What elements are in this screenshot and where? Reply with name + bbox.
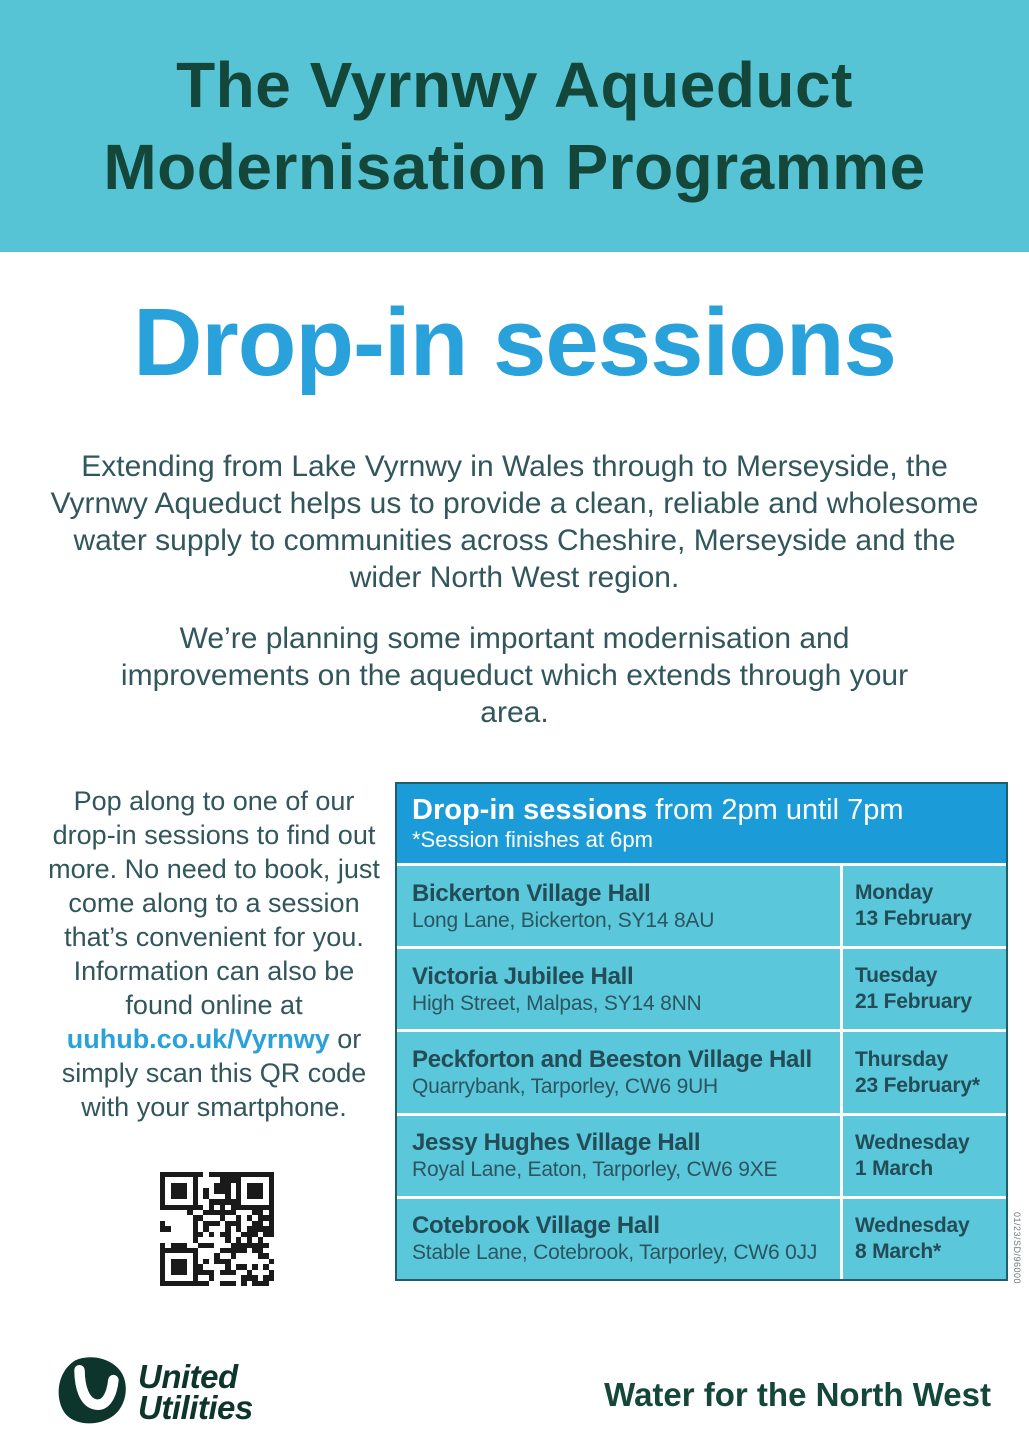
hall-name: Cotebrook Village Hall	[412, 1212, 660, 1240]
poster-title-line2: Modernisation Programme	[103, 131, 926, 203]
hall-name: Peckforton and Beeston Village Hall	[412, 1046, 812, 1073]
session-day: Wednesday	[855, 1130, 970, 1154]
sessions-table-header-title	[412, 793, 991, 827]
sessions-table-header-note: *Session finishes at 6pm	[412, 827, 653, 852]
poster-title-line1: The Vyrnwy Aqueduct	[176, 49, 853, 121]
hall-address: Quarrybank, Tarporley, CW6 9UH	[412, 1075, 718, 1098]
table-row	[397, 1032, 1006, 1112]
table-row	[397, 866, 1006, 946]
logo-word-utilities: Utilities	[138, 1389, 253, 1426]
session-date: 1 March	[855, 1156, 933, 1180]
banner	[0, 0, 1029, 252]
qr-code-icon	[156, 1168, 278, 1290]
sessions-table	[395, 782, 1008, 1281]
session-date: 23 February*	[855, 1073, 980, 1097]
header-bold-text: Drop-in sessions	[412, 794, 648, 826]
session-date: 8 March*	[855, 1239, 941, 1263]
logo-word-united: United	[138, 1358, 238, 1395]
united-utilities-logo	[52, 1354, 252, 1430]
info-text-before-link: Pop along to one of our drop-in sessions to find out more. No need to book, just come along to a session that’s convenient for you. Information can also be found online at	[48, 786, 380, 1020]
session-date: 21 February	[855, 990, 972, 1014]
hall-address: High Street, Malpas, SY14 8NN	[412, 991, 702, 1015]
table-row	[397, 1116, 1006, 1196]
united-utilities-wordmark	[138, 1358, 253, 1426]
vyrnwy-link[interactable]: uuhub.co.uk/Vyrnwy	[66, 1024, 330, 1054]
sessions-table-header	[397, 784, 1006, 863]
session-day: Thursday	[855, 1047, 948, 1071]
table-row	[397, 949, 1006, 1029]
united-utilities-logo-icon	[52, 1356, 128, 1428]
table-row	[397, 1199, 1006, 1279]
hall-address: Long Lane, Bickerton, SY14 8AU	[412, 908, 715, 932]
hall-name: Bickerton Village Hall	[412, 879, 651, 907]
hall-name: Jessy Hughes Village Hall	[412, 1129, 701, 1157]
session-day: Monday	[855, 881, 934, 905]
intro-paragraph-1: Extending from Lake Vyrnwy in Wales through to Merseyside, the Vyrnwy Aqueduct helps us to provide a clean, reliable and wholesome water supply to communities across Cheshire, Merseyside and the wider North West region.	[50, 450, 979, 594]
hall-address: Stable Lane, Cotebrook, Tarporley, CW6 0JJ	[412, 1241, 818, 1265]
info-text	[46, 784, 382, 1124]
info-text-after-link: or simply scan this QR code with your smartphone.	[61, 1024, 367, 1122]
print-reference-code: 01/23/SD/96000	[1012, 1212, 1022, 1285]
footer-tagline: Water for the North West	[604, 1376, 991, 1413]
header-rest-text: from 2pm until 7pm	[647, 794, 904, 826]
session-day: Wednesday	[855, 1213, 970, 1237]
session-day: Tuesday	[855, 964, 938, 988]
hall-address: Royal Lane, Eaton, Tarporley, CW6 9XE	[412, 1158, 778, 1182]
intro-paragraph-2: We’re planning some important modernisation and improvements on the aqueduct which extends through your area.	[120, 622, 909, 729]
poster-title	[103, 44, 925, 208]
page-title: Drop-in sessions	[133, 289, 896, 396]
hall-name: Victoria Jubilee Hall	[412, 962, 634, 990]
session-date: 13 February	[855, 907, 972, 931]
